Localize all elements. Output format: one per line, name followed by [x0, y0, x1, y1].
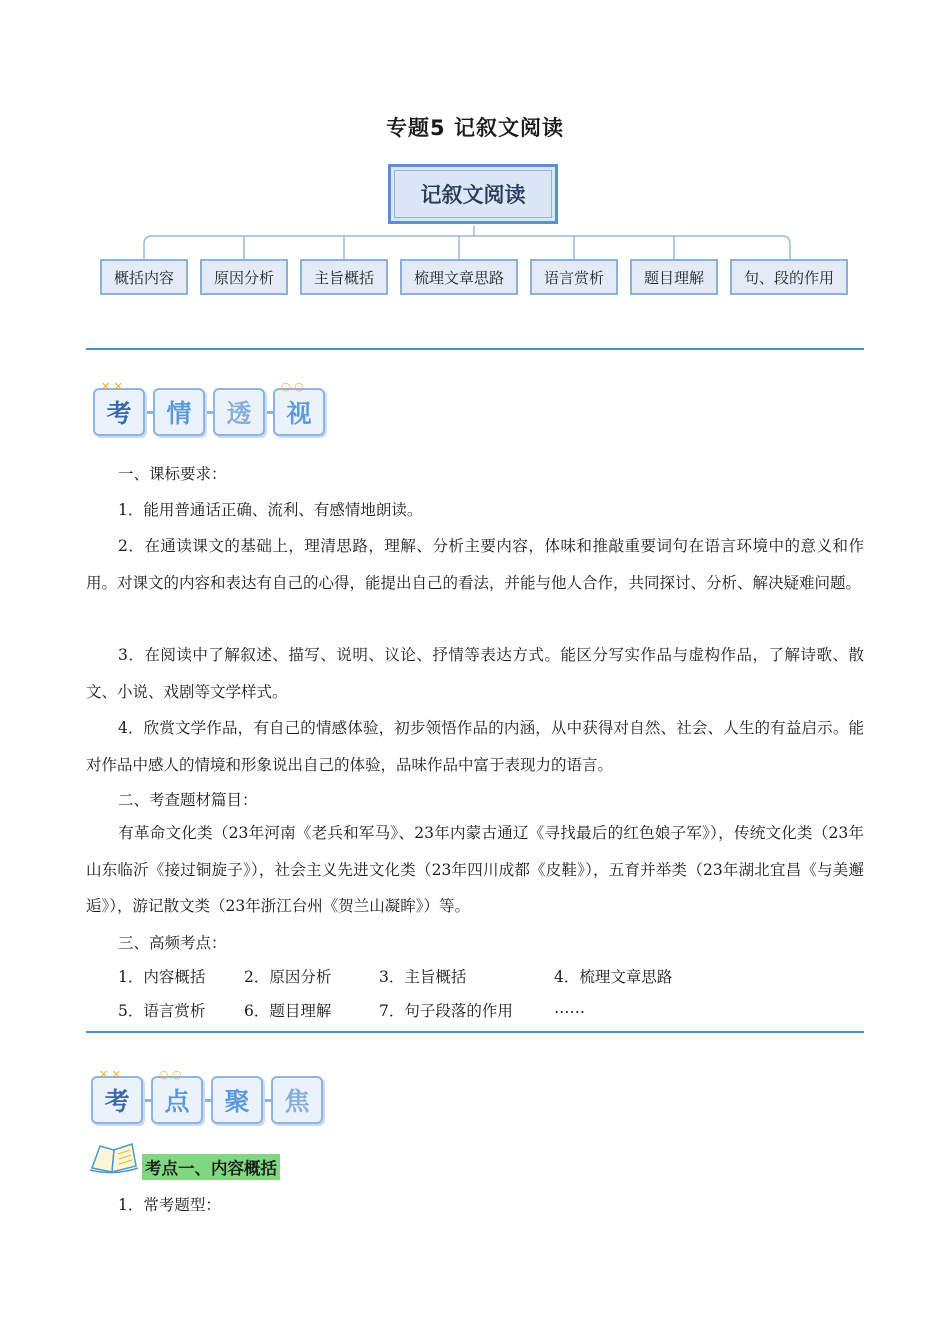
requirement-4: 4．欣赏文学作品，有自己的情感体验，初步领悟作品的内涵，从中获得对自然、社会、人生的有益启示。能对作品中感人的情境和形象说出自己的体验，品味作品中富于表现力的语言。: [86, 719, 864, 774]
highfreq-item: 6．题目理解: [244, 1002, 332, 1020]
requirement-1: 1．能用普通话正确、流利、有感情地朗读。: [118, 501, 423, 519]
requirement-3: 3．在阅读中了解叙述、描写、说明、议论、抒情等表达方式。能区分写实作品与虚构作品，了解诗歌、散文、小说、戏剧等文学样式。: [86, 646, 864, 701]
banner-tile: ○ ○ 点: [151, 1076, 203, 1124]
highfreq-item: 4．梳理文章思路: [554, 968, 673, 986]
requirement-2: 2．在通读课文的基础上，理清思路，理解、分析主要内容，体味和推敲重要词句在语言环境中的意义和作用。对课文的内容和表达有自己的心得，能提出自己的看法，并能与他人合作，共同探讨、分析、解决疑难问题。: [86, 537, 864, 592]
highfreq-item: 7．句子段落的作用: [379, 1002, 513, 1020]
kaodian-title: 考点一、内容概括: [142, 1154, 280, 1180]
mindmap-branch-6: 题目理解: [630, 259, 718, 295]
divider-bottom: [86, 1031, 864, 1033]
banner-tile: 焦: [271, 1076, 323, 1124]
highfreq-item: 1．内容概括: [118, 968, 206, 986]
highfreq-item: 3．主旨概括: [379, 968, 467, 986]
banner-kaoqing-toushi: [93, 380, 325, 436]
section2-heading: 二、考查题材篇目：: [118, 791, 258, 809]
banner-tile: 透: [213, 388, 265, 436]
mindmap-branch-7: 句、段的作用: [730, 259, 848, 295]
mindmap-connectors: [0, 0, 950, 300]
banner-tile: 聚: [211, 1076, 263, 1124]
section1-heading: 一、课标要求：: [118, 465, 227, 483]
highfreq-item: ……: [554, 999, 585, 1017]
mindmap-root-label: 记叙文阅读: [420, 183, 526, 207]
banner-tile: ○ ○ 视: [273, 388, 325, 436]
open-book-icon: [88, 1140, 140, 1176]
mindmap-branch-3: 主旨概括: [300, 259, 388, 295]
section3-heading: 三、高频考点：: [118, 934, 227, 952]
highfreq-item: 5．语言赏析: [118, 1002, 206, 1020]
banner-tile: 情: [153, 388, 205, 436]
mindmap-branch-4: 梳理文章思路: [400, 259, 518, 295]
question-types-label: 1．常考题型：: [118, 1196, 221, 1214]
mindmap-branch-2: 原因分析: [200, 259, 288, 295]
section2-text: 有革命文化类（23年河南《老兵和军马》、23年内蒙古通辽《寻找最后的红色娘子军》），传统文化类（23年山东临沂《接过铜旋子》），社会主义先进文化类（23年四川成都《皮鞋》），五育并举类（23年湖北宜昌《与美邂逅》），游记散文类（23年浙江台州《贺兰山凝眸》）等。: [86, 824, 864, 915]
banner-kaodian-jujiao: [91, 1068, 323, 1124]
page-title: 专题5 记叙文阅读: [386, 116, 564, 140]
mindmap-branch-1: 概括内容: [100, 259, 188, 295]
divider-top: [86, 348, 864, 350]
mindmap-branch-5: 语言赏析: [530, 259, 618, 295]
banner-tile: ✕ ✕ 考: [93, 388, 145, 436]
highfreq-item: 2．原因分析: [244, 968, 332, 986]
banner-tile: ✕ ✕ 考: [91, 1076, 143, 1124]
